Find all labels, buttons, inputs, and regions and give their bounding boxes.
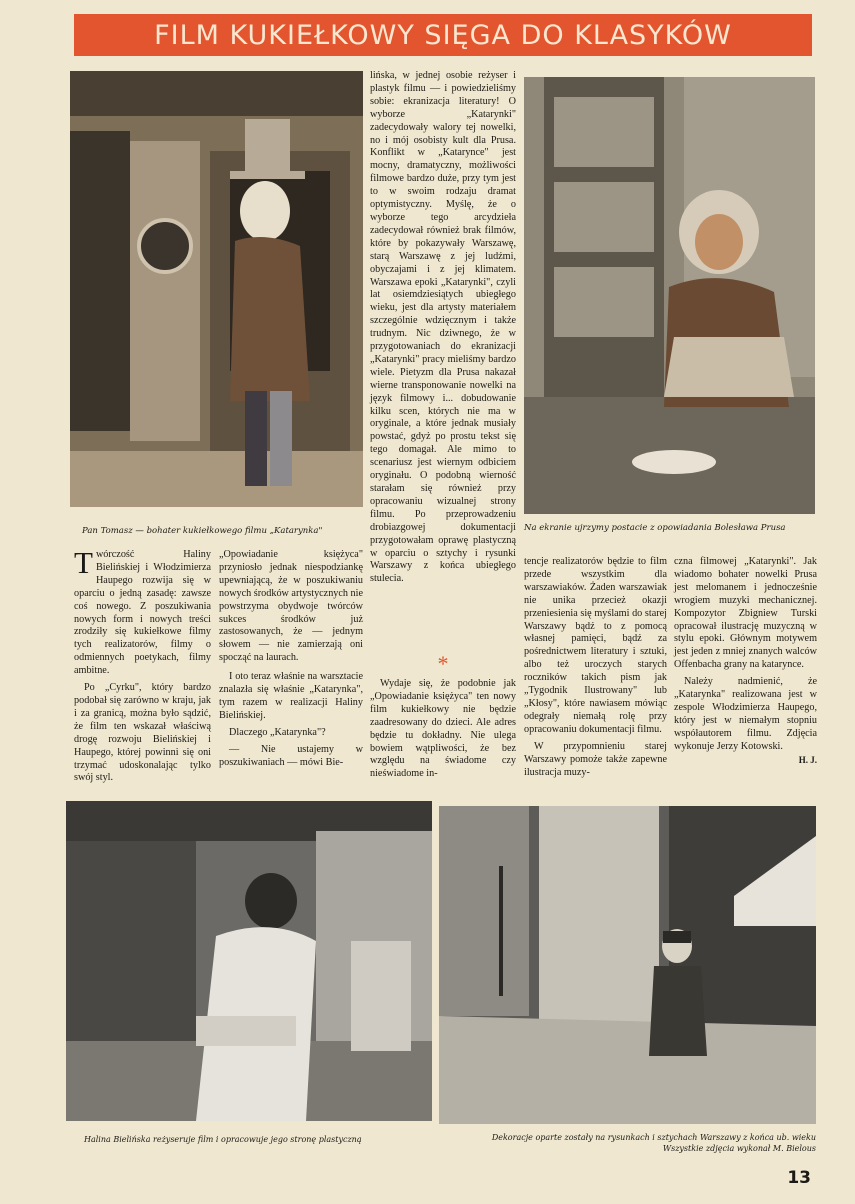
photo-director-at-work <box>66 801 432 1121</box>
studio-scene-illustration <box>66 801 432 1121</box>
photo-old-woman-puppet <box>524 77 815 514</box>
section-star-ornament: * <box>437 651 449 676</box>
caption-photo-old-woman: Na ekranie ujrzymy postacie z opowiadania Bolesława Prusa <box>524 523 786 533</box>
article-paragraph: I oto teraz właśnie na warsztacie znalazła się właśnie „Katarynka", tym razem w realizacji Haliny Bielińskiej. <box>219 671 363 721</box>
puppet-scene-illustration <box>70 71 363 507</box>
caption-photo-street: Dekoracje oparte zostały na rysunkach i sztychach Warszawy z końca ub. wieku Wszystkie zdjęcia wykonał M. Bielous <box>491 1133 816 1153</box>
article-column-2 <box>219 549 363 770</box>
article-paragraph: czna filmowej „Katarynki". Jak wiadomo bohater nowelki Prusa jest melomanem i jednocześnie wrogiem muzyki mechanicznej. Kompozytor Zbigniew Turski opracował ilustrację muzyczną w stylu epoki. Głównym motywem jest jeden z mniej znanych walców Offenbacha grany na katarynce. <box>674 556 817 671</box>
author-signature: H. J. <box>798 754 817 765</box>
page-title: FILM KUKIEŁKOWY SIĘGA DO KLASYKÓW <box>154 19 732 51</box>
article-paragraph: Dlaczego „Katarynka"? <box>229 726 326 738</box>
article-paragraph: Po „Cyrku", który bardzo podobał się zarówno w kraju, jak i za granicą, można było sądzić, że film ten wskazał właściwą drogę rozwoju Bielińskiej i Haupego, której powinni się oni trzymać udoskonalając tylko swój styl. <box>74 682 211 784</box>
article-paragraph: „Opowiadanie księżyca" przyniosło jednak niespodziankę upewniającą, że w poszukiwaniu nowych środków artystycznych nie powstrzyma obydwoje twórców sukces środków już zastosowanych, że — jednym słowem — nie zamierzają oni spocząć na laurach. <box>219 549 364 664</box>
photo-set-decoration-street <box>439 806 816 1124</box>
article-paragraph: — Nie ustajemy w poszukiwaniach — mówi Bie- <box>219 743 363 768</box>
article-paragraph: Wydaje się, że podobnie jak „Opowiadanie księżyca" ten nowy film kukiełkowy nie będzie zaadresowany do dzieci. Ale adres będzie tu dokładny. Nie ulega bowiem wątpliwości, że bez względu na świadome czy nieświadome in- <box>370 678 516 780</box>
article-column-1 <box>74 545 211 785</box>
page-title-banner <box>74 14 812 56</box>
article-paragraph: Twórczość Haliny Bielińskiej i Włodzimierza Haupego rozwija się w oparciu o jedną zasadę: zawsze coś nowego. Z poszukiwania nowych form i nowych treści zrodziły się kukiełkowe filmy tych realizatorów, filmy o odmiennych poetykach, filmy ambitne. <box>74 545 211 677</box>
article-column-5 <box>674 556 817 767</box>
article-column-3 <box>370 650 516 781</box>
puppet-scene-illustration <box>524 77 815 514</box>
caption-photo-pan-tomasz: Pan Tomasz — bohater kukiełkowego filmu „Katarynka" <box>82 526 323 536</box>
page-number: 13 <box>787 1168 811 1188</box>
caption-photo-director: Halina Bielińska reżyseruje film i opracowuje jego stronę plastyczną <box>84 1135 362 1144</box>
article-paragraph: tencje realizatorów będzie to film przede wszystkim dla warszawiaków. Żaden warszawiak nie unika przecież okazji przeniesienia się myślami do starej Warszawy bądź to z pomocą własnej pamięci, bądź za pośrednictwem literatury i sztuki, albo też uroczych starych roczników takich pism jak „Tygodnik Ilustrowany" lub „Kłosy", które nawiasem mówiąc odegrały niemałą rolę przy opracowaniu dokumentacji filmu. <box>524 556 667 735</box>
photo-pan-tomasz <box>70 71 363 507</box>
article-paragraph: Należy nadmienić, że „Katarynka" realizowana jest w zespole Włodzimierza Haupego, który jest w niemałym stopniu współautorem filmu. Zdjęcia wykonuje Jerzy Kotowski. <box>674 676 817 752</box>
drop-cap: T <box>74 545 93 580</box>
article-paragraph: lińska, w jednej osobie reżyser i plastyk filmu — i powiedzieliśmy sobie: ekranizacja literatury! O wyborze „Katarynki" zadecydowały walory tej nowelki, no i mój osobisty kult dla Prusa. Konflikt w „Katarynce" jest mocny, dramatyczny, możliwości filmowe bardzo duże, przy tym jest to w swoim rodzaju dramat optymistyczny. Myślę, że o wyborze tego arcydzieła zadecydował również brak filmów, które by pokazywały Warszawę, starą Warszawę z jej ludźmi, obyczajami i z jej klimatem. Warszawa epoki „Katarynki", czyli lat osiemdziesiątych ubiegłego wieku, jest dla artysty materiałem szczególnie wdzięcznym i także trudnym. Nic dziwnego, że w przygotowaniach do ekranizacji „Katarynki" pracy mieliśmy bardzo wiele. Pietyzm dla Prusa nakazał wierne transponowanie nowelki na język filmowy i... dobudowanie kilku scen, których nie ma w oryginale, a które jednak musiały powstać, gdyż po prostu tekst się tego domagał. Ale mimo to scenariusz jest wiernym odbiciem oryginału. O podobną wierność starałam się również przy opracowaniu wizualnej strony filmu. Po przeprowadzeniu drobiazgowej dokumentacji przygotowałam oprawę plastyczną w oparciu o sztychy i rysunki Warszawy z końca ubiegłego stulecia. <box>370 70 516 585</box>
article-paragraph: W przypomnieniu starej Warszawy pomoże także zapewne ilustracja muzy- <box>524 740 667 778</box>
street-set-illustration <box>439 806 816 1124</box>
article-column-middle-top <box>370 70 516 586</box>
article-column-4 <box>524 556 667 779</box>
